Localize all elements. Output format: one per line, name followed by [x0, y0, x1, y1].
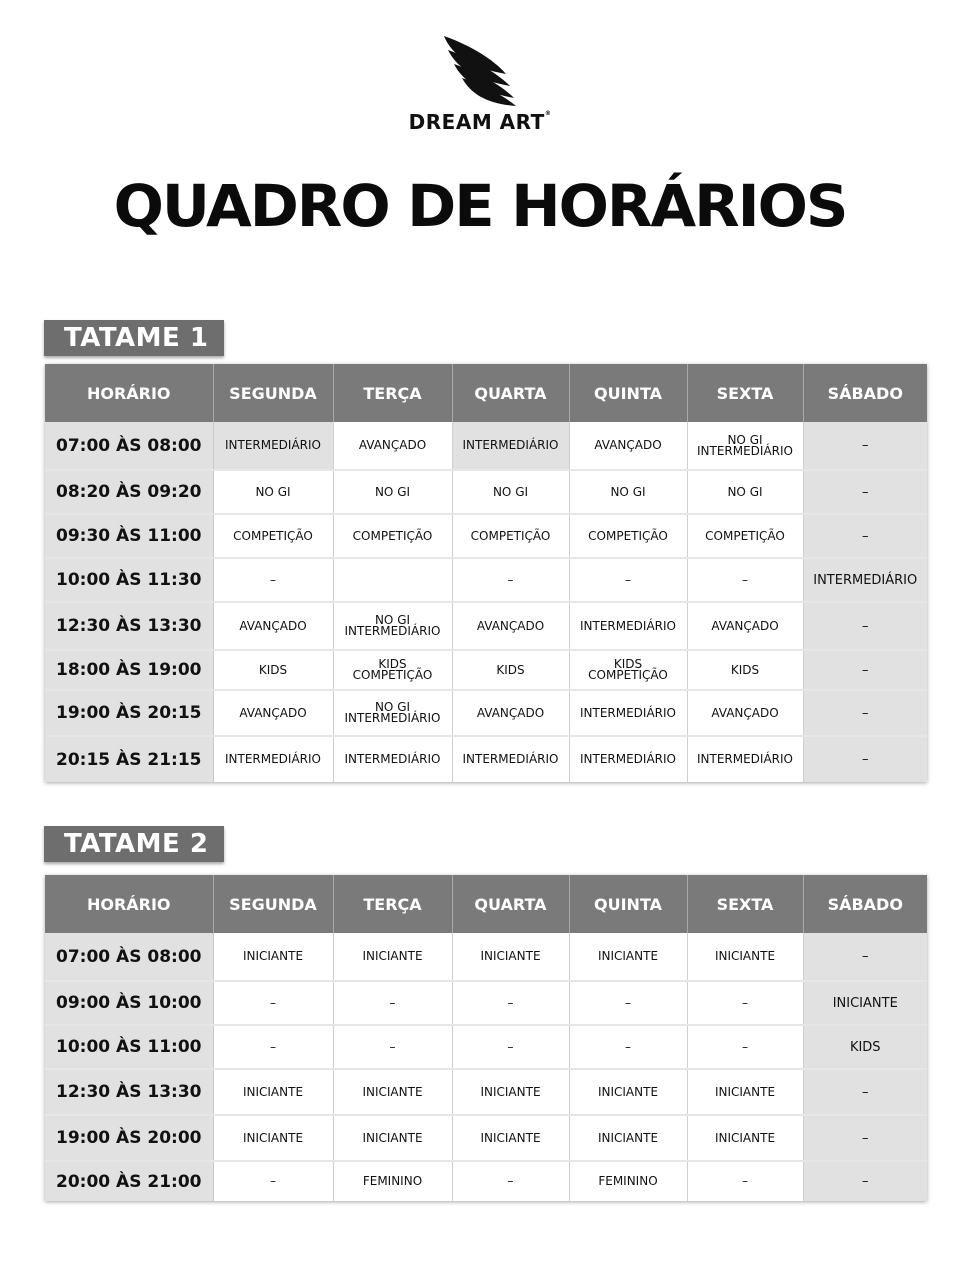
class-cell: –: [452, 1025, 569, 1069]
class-cell: [333, 558, 452, 602]
table-row: [45, 1025, 927, 1069]
time-slot: 09:30 ÀS 11:00: [45, 514, 213, 558]
time-slot: 07:00 ÀS 08:00: [45, 422, 213, 470]
class-cell: AVANÇADO: [687, 602, 803, 650]
tatame-2-label: TATAME 2: [44, 826, 224, 862]
class-cell: COMPETIÇÃO: [452, 514, 569, 558]
class-cell: –: [452, 981, 569, 1025]
class-cell: INTERMEDIÁRIO: [569, 690, 687, 736]
time-slot: 18:00 ÀS 19:00: [45, 650, 213, 690]
class-cell: AVANÇADO: [452, 690, 569, 736]
class-cell: KIDS: [213, 650, 333, 690]
column-header: SEGUNDA: [213, 364, 333, 422]
saturday-class-cell: –: [803, 602, 927, 650]
class-cell: NO GI: [213, 470, 333, 514]
class-cell: AVANÇADO: [452, 602, 569, 650]
class-cell: INICIANTE: [213, 933, 333, 981]
class-cell: INICIANTE: [452, 1069, 569, 1115]
table-row: [45, 558, 927, 602]
table-row: [45, 736, 927, 782]
class-cell: –: [452, 558, 569, 602]
class-cell: INTERMEDIÁRIO: [569, 736, 687, 782]
class-cell: NO GI: [569, 470, 687, 514]
saturday-class-cell: –: [803, 1069, 927, 1115]
saturday-class-cell: –: [803, 1115, 927, 1161]
tatame-2-schedule-table: [45, 875, 927, 1201]
saturday-class-cell: –: [803, 736, 927, 782]
column-header: QUARTA: [452, 875, 569, 933]
class-cell: –: [213, 558, 333, 602]
class-cell: INTERMEDIÁRIO: [569, 602, 687, 650]
class-cell: –: [213, 1161, 333, 1201]
class-cell: INTERMEDIÁRIO: [213, 422, 333, 470]
class-cell: AVANÇADO: [213, 690, 333, 736]
class-cell: INICIANTE: [333, 1069, 452, 1115]
table-row: [45, 933, 927, 981]
class-cell: NO GI INTERMEDIÁRIO: [687, 422, 803, 470]
class-cell: AVANÇADO: [569, 422, 687, 470]
time-slot: 10:00 ÀS 11:00: [45, 1025, 213, 1069]
class-cell: COMPETIÇÃO: [333, 514, 452, 558]
saturday-class-cell: –: [803, 514, 927, 558]
table-row: [45, 1115, 927, 1161]
time-slot: 07:00 ÀS 08:00: [45, 933, 213, 981]
saturday-class-cell: –: [803, 690, 927, 736]
time-slot: 19:00 ÀS 20:00: [45, 1115, 213, 1161]
tatame-1-label: TATAME 1: [44, 320, 224, 356]
class-cell: FEMININO: [569, 1161, 687, 1201]
class-cell: INTERMEDIÁRIO: [333, 736, 452, 782]
class-cell: AVANÇADO: [213, 602, 333, 650]
saturday-class-cell: –: [803, 422, 927, 470]
table-row: [45, 690, 927, 736]
class-cell: INICIANTE: [213, 1069, 333, 1115]
class-cell: AVANÇADO: [333, 422, 452, 470]
class-cell: –: [569, 1025, 687, 1069]
saturday-class-cell: –: [803, 650, 927, 690]
column-header: QUINTA: [569, 875, 687, 933]
page-title: QUADRO DE HORÁRIOS: [113, 172, 847, 240]
column-header: TERÇA: [333, 875, 452, 933]
class-cell: NO GI: [687, 470, 803, 514]
class-cell: INICIANTE: [333, 933, 452, 981]
column-header: HORÁRIO: [45, 364, 213, 422]
class-cell: INICIANTE: [569, 933, 687, 981]
class-cell: COMPETIÇÃO: [569, 514, 687, 558]
class-cell: NO GI INTERMEDIÁRIO: [333, 690, 452, 736]
time-slot: 12:30 ÀS 13:30: [45, 602, 213, 650]
column-header: TERÇA: [333, 364, 452, 422]
class-cell: COMPETIÇÃO: [213, 514, 333, 558]
time-slot: 08:20 ÀS 09:20: [45, 470, 213, 514]
table-row: [45, 470, 927, 514]
class-cell: INICIANTE: [687, 1069, 803, 1115]
wing-icon: [442, 34, 518, 108]
time-slot: 10:00 ÀS 11:30: [45, 558, 213, 602]
column-header: SÁBADO: [803, 875, 927, 933]
class-cell: –: [687, 1161, 803, 1201]
class-cell: –: [569, 981, 687, 1025]
class-cell: INICIANTE: [687, 933, 803, 981]
time-slot: 20:00 ÀS 21:00: [45, 1161, 213, 1201]
time-slot: 19:00 ÀS 20:15: [45, 690, 213, 736]
class-cell: INICIANTE: [333, 1115, 452, 1161]
class-cell: –: [213, 981, 333, 1025]
column-header: SEGUNDA: [213, 875, 333, 933]
column-header: HORÁRIO: [45, 875, 213, 933]
saturday-class-cell: INTERMEDIÁRIO: [803, 558, 927, 602]
class-cell: –: [687, 981, 803, 1025]
class-cell: INTERMEDIÁRIO: [213, 736, 333, 782]
class-cell: KIDS COMPETIÇÃO: [569, 650, 687, 690]
brand-logo: [0, 34, 960, 134]
class-cell: INTERMEDIÁRIO: [687, 736, 803, 782]
class-cell: INICIANTE: [452, 933, 569, 981]
class-cell: COMPETIÇÃO: [687, 514, 803, 558]
class-cell: –: [333, 1025, 452, 1069]
class-cell: INICIANTE: [569, 1069, 687, 1115]
column-header: SÁBADO: [803, 364, 927, 422]
class-cell: –: [687, 1025, 803, 1069]
table-row: [45, 602, 927, 650]
class-cell: KIDS: [452, 650, 569, 690]
table-row: [45, 981, 927, 1025]
class-cell: FEMININO: [333, 1161, 452, 1201]
time-slot: 12:30 ÀS 13:30: [45, 1069, 213, 1115]
brand-name: DREAM ART®: [408, 110, 552, 134]
class-cell: INTERMEDIÁRIO: [452, 422, 569, 470]
time-slot: 09:00 ÀS 10:00: [45, 981, 213, 1025]
table-row: [45, 422, 927, 470]
tatame-1-schedule-table: [45, 364, 927, 782]
class-cell: NO GI INTERMEDIÁRIO: [333, 602, 452, 650]
class-cell: INICIANTE: [213, 1115, 333, 1161]
column-header: SEXTA: [687, 875, 803, 933]
class-cell: INTERMEDIÁRIO: [452, 736, 569, 782]
class-cell: KIDS COMPETIÇÃO: [333, 650, 452, 690]
class-cell: –: [333, 981, 452, 1025]
class-cell: INICIANTE: [569, 1115, 687, 1161]
column-header: QUARTA: [452, 364, 569, 422]
class-cell: KIDS: [687, 650, 803, 690]
class-cell: –: [452, 1161, 569, 1201]
table-header-row: [45, 364, 927, 422]
table-row: [45, 514, 927, 558]
class-cell: –: [569, 558, 687, 602]
saturday-class-cell: INICIANTE: [803, 981, 927, 1025]
table-header-row: [45, 875, 927, 933]
table-row: [45, 1161, 927, 1201]
saturday-class-cell: KIDS: [803, 1025, 927, 1069]
column-header: SEXTA: [687, 364, 803, 422]
saturday-class-cell: –: [803, 933, 927, 981]
class-cell: INICIANTE: [452, 1115, 569, 1161]
class-cell: NO GI: [452, 470, 569, 514]
class-cell: NO GI: [333, 470, 452, 514]
saturday-class-cell: –: [803, 1161, 927, 1201]
class-cell: –: [687, 558, 803, 602]
saturday-class-cell: –: [803, 470, 927, 514]
table-row: [45, 1069, 927, 1115]
class-cell: INICIANTE: [687, 1115, 803, 1161]
column-header: QUINTA: [569, 364, 687, 422]
time-slot: 20:15 ÀS 21:15: [45, 736, 213, 782]
class-cell: AVANÇADO: [687, 690, 803, 736]
table-row: [45, 650, 927, 690]
class-cell: –: [213, 1025, 333, 1069]
